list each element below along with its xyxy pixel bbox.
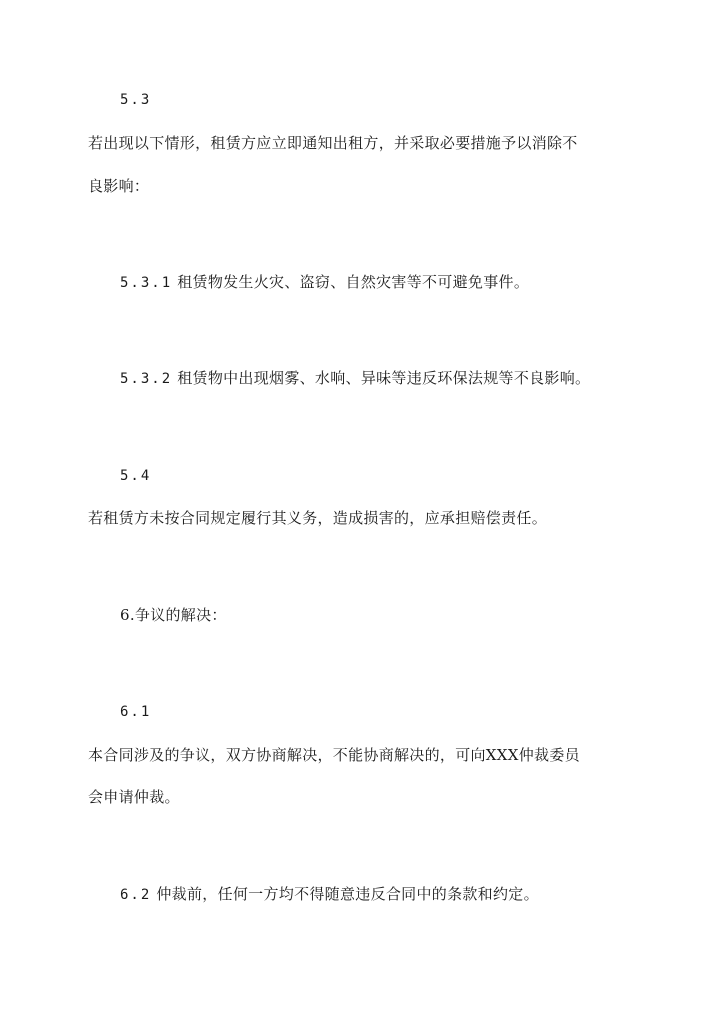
section-6-heading: 6.争议的解决： (120, 606, 227, 624)
clause-5-3-text-line-1: 若出现以下情形，租赁方应立即通知出租方，并采取必要措施予以消除不 (88, 134, 578, 152)
clause-5-3-1-text: 租赁物发生火灾、盗窃、自然灾害等不可避免事件。 (177, 273, 530, 291)
clause-5-3-text-line-2: 良影响： (88, 177, 150, 195)
clause-5-3-1 (120, 272, 529, 293)
clause-5-4-number: 5.4 (120, 468, 152, 484)
clause-5-3-2-number: 5.3.2 (120, 371, 173, 387)
clause-5-3-2 (120, 368, 590, 389)
clause-6-1-number: 6.1 (120, 704, 152, 720)
clause-5-4-text-line-1: 若租赁方未按合同规定履行其义务，造成损害的，应承担赔偿责任。 (88, 509, 548, 527)
clause-6-1-text-line-2: 会申请仲裁。 (88, 788, 180, 806)
clause-5-3-2-text: 租赁物中出现烟雾、水响、异味等违反环保法规等不良影响。 (177, 369, 591, 387)
clause-5-3-number: 5.3 (120, 92, 152, 108)
clause-6-2 (120, 884, 539, 905)
clause-6-2-number: 6.2 (120, 887, 152, 903)
clause-6-2-text: 仲裁前，任何一方均不得随意违反合同中的条款和约定。 (156, 885, 539, 903)
clause-5-3-1-number: 5.3.1 (120, 275, 173, 291)
clause-6-1-text-line-1: 本合同涉及的争议，双方协商解决，不能协商解决的，可向XXX仲裁委员 (88, 746, 580, 764)
